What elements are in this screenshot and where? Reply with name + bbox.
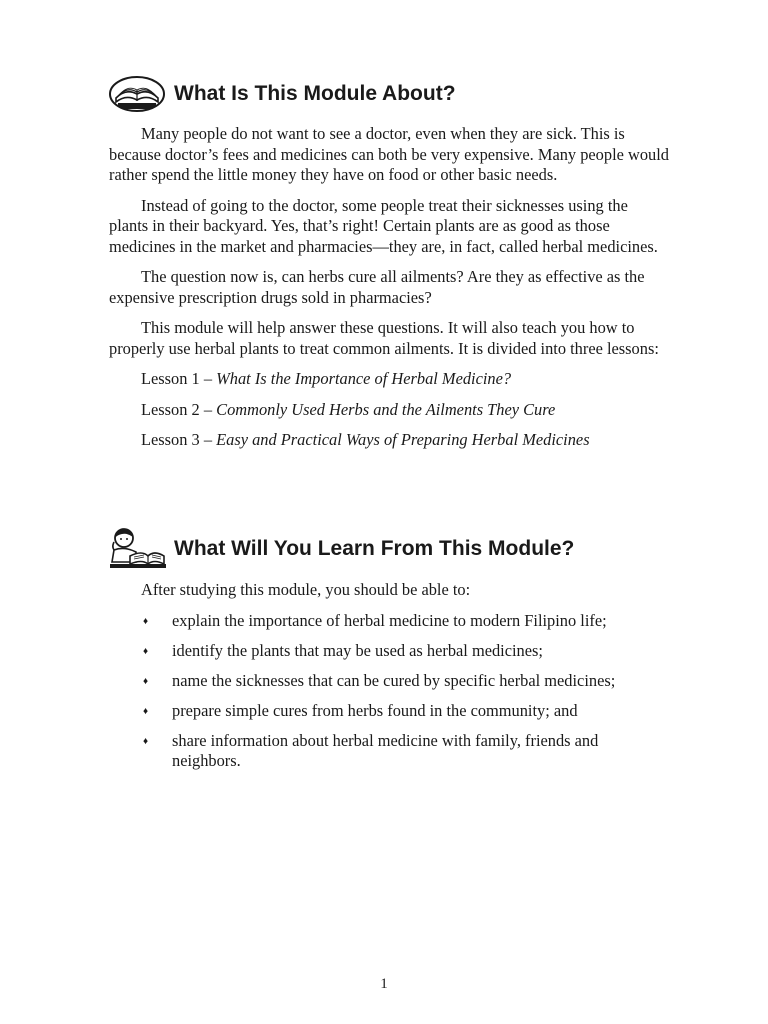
diamond-bullet-icon: ♦	[143, 735, 149, 747]
section-title: What Is This Module About?	[174, 82, 456, 105]
lesson-number: Lesson 1 –	[141, 369, 213, 388]
list-item	[109, 701, 669, 722]
diamond-bullet-icon: ♦	[143, 615, 149, 627]
page-number: 1	[380, 976, 388, 992]
objective-text: prepare simple cures from herbs found in the community; and	[172, 700, 578, 720]
lesson-item	[141, 369, 669, 390]
diamond-bullet-icon: ♦	[143, 705, 149, 717]
lesson-item	[141, 400, 669, 421]
section-heading-what-will-you-learn	[108, 526, 574, 572]
list-item	[109, 641, 669, 662]
section-title: What Will You Learn From This Module?	[174, 537, 575, 560]
paragraph: Instead of going to the doctor, some people treat their sicknesses using the plants in their backyard. Yes, that’s right! Certain plants are as good as those medicines in the market and pharmacies—they are, in fact, called herbal medicines.	[109, 195, 658, 256]
lesson-item	[141, 430, 669, 451]
lesson-number: Lesson 3 –	[141, 430, 213, 449]
list-item	[109, 671, 669, 692]
list-item	[109, 731, 669, 772]
learning-objectives-body	[109, 580, 669, 781]
lesson-title: What Is the Importance of Herbal Medicine?	[216, 369, 512, 388]
objective-text: identify the plants that may be used as herbal medicines;	[172, 640, 543, 660]
objective-text: name the sicknesses that can be cured by specific herbal medicines;	[172, 670, 616, 690]
objective-text: share information about herbal medicine with family, friends and neighbors.	[172, 730, 599, 770]
module-about-body	[109, 124, 669, 461]
paragraph: This module will help answer these questions. It will also teach you how to properly use herbal plants to treat common ailments. It is divided into three lessons:	[109, 318, 659, 358]
objectives-intro: After studying this module, you should be able to:	[141, 580, 471, 599]
objective-text: explain the importance of herbal medicine to modern Filipino life;	[172, 610, 607, 630]
lesson-number: Lesson 2 –	[141, 399, 213, 419]
lesson-title: Commonly Used Herbs and the Ailments They Cure	[216, 399, 556, 419]
student-reading-icon	[108, 526, 166, 572]
section-heading-module-about	[108, 74, 456, 114]
lesson-title: Easy and Practical Ways of Preparing Herbal Medicines	[216, 430, 590, 449]
objectives-list	[109, 611, 669, 772]
diamond-bullet-icon: ♦	[143, 675, 149, 687]
diamond-bullet-icon: ♦	[143, 645, 149, 657]
paragraph: Many people do not want to see a doctor, even when they are sick. This is because doctor’s fees and medicines can both be very expensive. Many people would rather spend the little money they have on food or other basic needs.	[109, 124, 669, 184]
paragraph: The question now is, can herbs cure all ailments? Are they as effective as the expensive prescription drugs sold in pharmacies?	[109, 267, 645, 307]
open-book-icon	[108, 74, 166, 114]
list-item	[109, 611, 669, 632]
